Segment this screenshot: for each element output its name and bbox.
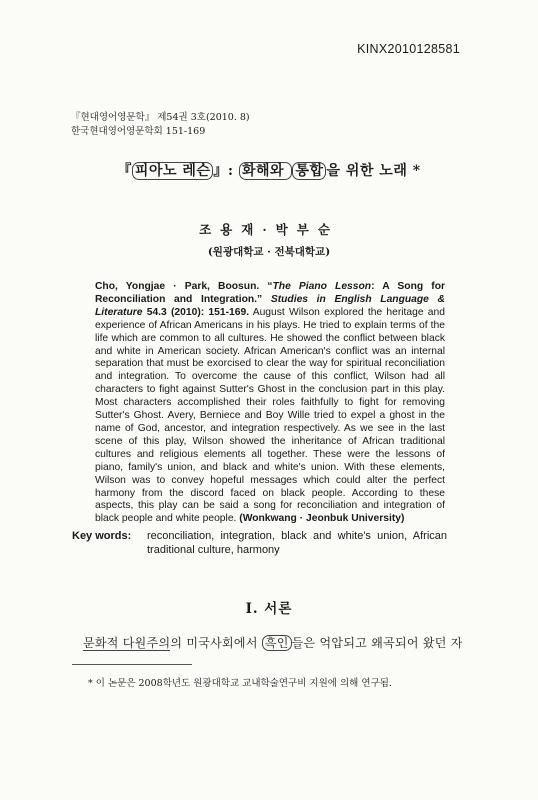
title-part-1: 화해와 <box>239 162 292 180</box>
citation-rest: : A Song for Reconciliation and Integration.” <box>95 281 445 305</box>
affiliation: (원광대학교 · 전북대학교) <box>207 246 331 258</box>
title-close-bracket: 』: <box>213 163 239 179</box>
title-work: 피아노 레슨 <box>132 162 214 180</box>
abstract-affiliation: (Wonkwang · Jeonbuk University) <box>239 513 405 525</box>
title-open-bracket: 『 <box>117 163 132 179</box>
footnote-divider <box>72 664 192 665</box>
keywords-label: Key words: <box>72 530 132 542</box>
document-id: KINX2010128581 <box>357 42 460 56</box>
title-footnote-mark: * <box>407 163 421 179</box>
title-part-3: 을 위한 노래 <box>326 163 408 179</box>
citation-volume: 54.3 (2010): 151-169. <box>142 306 250 318</box>
body-text <box>83 634 463 651</box>
citation-authors: Cho, Yongjae · Park, Boosun. “ <box>95 281 273 292</box>
title-part-2: 통합 <box>292 162 326 180</box>
citation-journal: Studies in English Language & Literature <box>95 293 445 318</box>
abstract-body: August Wilson explored the heritage and experience of African Americans in his plays. He tried to explain terms of the life which are common to all cultures. He showed the conflict between black and white in American society. African American's conflict was an internal separation that must be exorcised to clear the way for spiritual reconciliation and integration. To overcome the cause of this conflict, Wilson had all characters to fight against Sutter's Ghost in the conclusion part in this play. Most characters accomplished their roles faithfully to fight for removing Sutter's Ghost. Avery, Berniece and Boy Wille tried to expel a ghost in the name of God, ancestor, and integration respectively. As we see in the last scene of this play, Wilson showed the inheritance of African traditional cultures and religious elements all together. These were the lessons of piano, family's union, and black and white's union. With these elements, Wilson was to convey hopeful messages which could alter the perfect harmony from the discord faced on black people. According to these aspects, this play can be said a song for reconciliation and integration of black people and white people. <box>95 306 445 525</box>
keywords-text: reconciliation, integration, black and white's union, African traditional culture, harmony <box>147 530 447 556</box>
authors: 조용재·박부순 <box>199 222 339 237</box>
body-phrase-2: 의 미국사회에서 <box>170 636 262 650</box>
paper-title <box>0 160 538 180</box>
citation-work: The Piano Lesson <box>272 281 372 292</box>
journal-line-2: 한국현대영어영문학회 151-169 <box>71 126 206 137</box>
footnote: * 이 논문은 2008학년도 원광대학교 교내학술연구비 지원에 의해 연구됨. <box>88 678 392 689</box>
body-phrase-4: 들은 억압되고 왜곡되어 왔던 자 <box>291 636 463 650</box>
body-phrase-1: 문화적 다원주의 <box>83 636 171 650</box>
section-heading: I. 서론 <box>245 601 293 617</box>
journal-line-1: 『현대영어영문학』 제54권 3호(2010. 8) <box>71 112 250 123</box>
journal-info <box>71 111 250 139</box>
abstract <box>95 281 445 526</box>
keywords <box>72 529 452 557</box>
body-phrase-3: 흑인 <box>262 635 292 651</box>
